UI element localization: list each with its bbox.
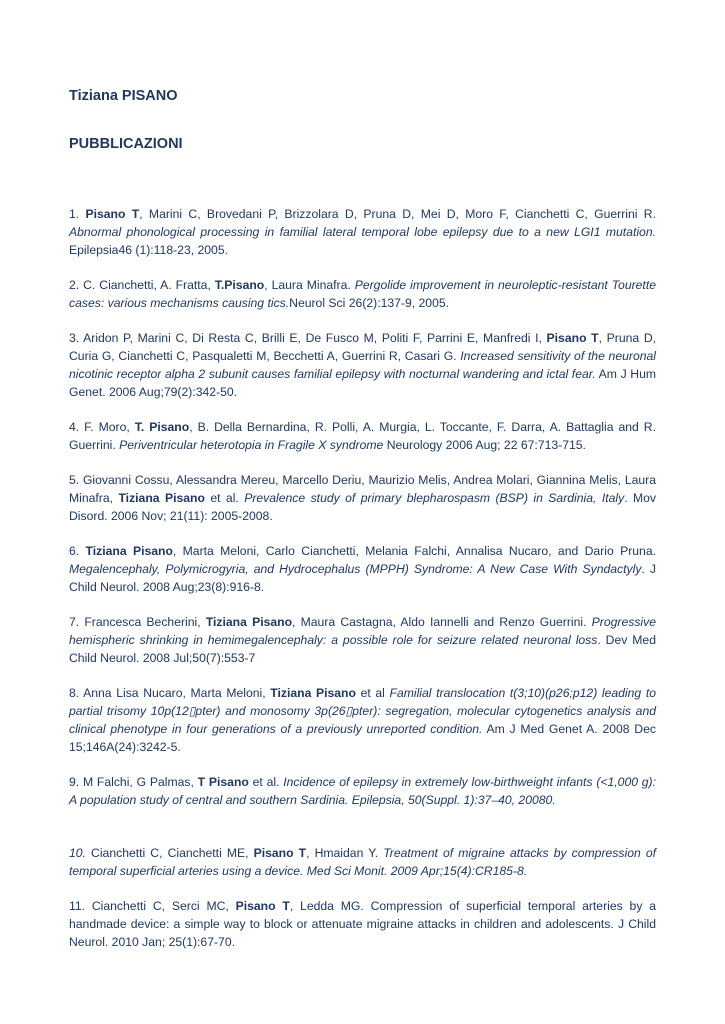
publication-entry: 8. Anna Lisa Nucaro, Marta Meloni, Tiziana Pisano et al Familial translocation t(3;10)(p26;p12) leading to partial trisomy 10p(12▯pter) and monosomy 3p(26▯pter): segregation, molecular cytogenetics analysis and clinical phenotype in four generations of a previously unreported condition. Am J Med Genet A. 2008 Dec 15;146A(24):3242-5. xyxy=(69,686,656,754)
section-title: PUBBLICAZIONI xyxy=(69,136,183,152)
publication-entry: 7. Francesca Becherini, Tiziana Pisano, Maura Castagna, Aldo Iannelli and Renzo Guerrini. Progressive hemispheric shrinking in hemimegalencephaly: a possible role for seizure related neuronal loss. Dev Med Child Neurol. 2008 Jul;50(7):553-7 xyxy=(69,615,656,665)
publication-entry: 5. Giovanni Cossu, Alessandra Mereu, Marcello Deriu, Maurizio Melis, Andrea Molari, Giannina Melis, Laura Minafra, Tiziana Pisano et al. Prevalence study of primary blepharospasm (BSP) in Sardinia, Italy. Mov Disord. 2006 Nov; 21(11): 2005-2008. xyxy=(69,473,657,523)
publication-entry: 2. C. Cianchetti, A. Fratta, T.Pisano, Laura Minafra. Pergolide improvement in neuroleptic-resistant Tourette cases: various mechanisms causing tics.Neurol Sci 26(2):137-9, 2005. xyxy=(69,278,656,310)
publication-entry: 11. Cianchetti C, Serci MC, Pisano T, Ledda MG. Compression of superficial temporal arteries by a handmade device: a simple way to block or attenuate migraine attacks in children and adolescents. J Child Neurol. 2010 Jan; 25(1):67-70. xyxy=(69,899,657,949)
publication-entry: 6. Tiziana Pisano, Marta Meloni, Carlo Cianchetti, Melania Falchi, Annalisa Nucaro, and Dario Pruna. Megalencephaly, Polymicrogyria, and Hydrocephalus (MPPH) Syndrome: A New Case With Syndactyly. J Child Neurol. 2008 Aug;23(8):916-8. xyxy=(69,544,656,594)
author-name: Tiziana PISANO xyxy=(69,88,178,104)
publication-entry: 1. Pisano T, Marini C, Brovedani P, Brizzolara D, Pruna D, Mei D, Moro F, Cianchetti C, Guerrini R. Abnormal phonological processing in familial lateral temporal lobe epilepsy due to a new LGI1 mutation. Epilepsia46 (1):118-23, 2005. xyxy=(69,207,656,257)
publication-entry: 3. Aridon P, Marini C, Di Resta C, Brilli E, De Fusco M, Politi F, Parrini E, Manfredi I, Pisano T, Pruna D, Curia G, Cianchetti C, Pasqualetti M, Becchetti A, Guerrini R, Casari G. Increased sensitivity of the neuronal nicotinic receptor alpha 2 subunit causes familial epilepsy with nocturnal wandering and ictal fear. Am J Hum Genet. 2006 Aug;79(2):342-50. xyxy=(69,331,657,399)
publication-entry: 4. F. Moro, T. Pisano, B. Della Bernardina, R. Polli, A. Murgia, L. Toccante, F. Darra, A. Battaglia and R. Guerrini. Periventricular heterotopia in Fragile X syndrome Neurology 2006 Aug; 22 67:713-715. xyxy=(69,420,656,452)
publication-entry: 9. M Falchi, G Palmas, T Pisano et al. Incidence of epilepsy in extremely low-birthweight infants (<1,000 g): A population study of central and southern Sardinia. Epilepsia, 50(Suppl. 1):37–40, 20080. xyxy=(69,775,657,807)
publication-entry: 10. Cianchetti C, Cianchetti ME, Pisano T, Hmaidan Y. Treatment of migraine attacks by compression of temporal superficial arteries using a device. Med Sci Monit. 2009 Apr;15(4):CR185-8. xyxy=(69,846,656,878)
publication-list xyxy=(69,205,656,951)
